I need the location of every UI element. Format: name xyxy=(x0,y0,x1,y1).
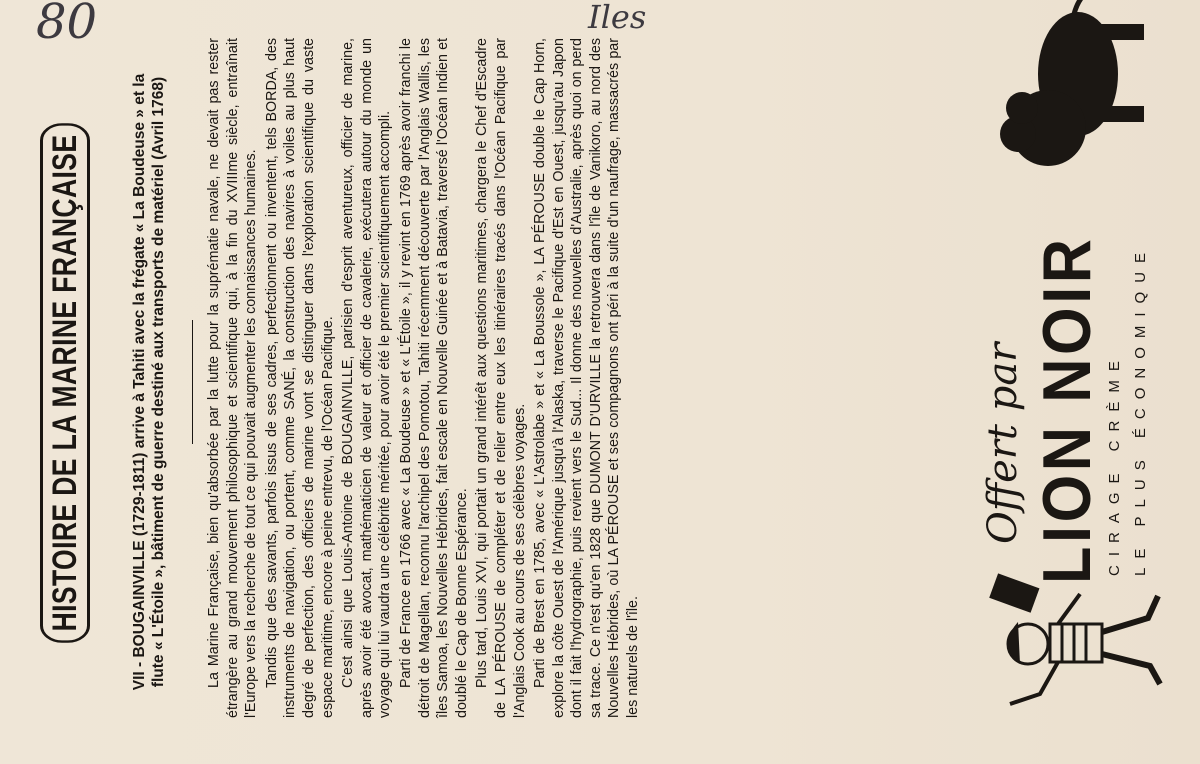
paragraph: C'est ainsi que Louis-Antoine de BOUGAINVILLE, parisien d'esprit aventureux, officier de marine, après avoir été avocat, mathématicien de valeur et officier de cavalerie, exécutera autour du monde un voyage qui lui vaudra une célébrité méritée, pour avoir été le premier scientifiquement accompli. xyxy=(340,38,394,718)
chapter-subtitle: VII - BOUGAINVILLE (1729-1811) arrive à Tahiti avec la frégate « La Boudeuse » et la flute « L'Étoile », bâtiment de guerre destiné aux transports de matériel (Avril 1768) xyxy=(131,73,167,691)
shoeshine-boy-icon xyxy=(980,564,1180,714)
advertisement xyxy=(980,134,1190,694)
paragraph: Parti de Brest en 1785, avec « L'Astrolabe » et « La Boussole », LA PÉROUSE double le Cap Horn, explore la côte Ouest de l'Amérique jusqu'à l'Alaska, traverse le Pacifique d'Est en Ouest, jusqu'au Japon dont il fait l'hydrographie, puis revient vers le Sud... Il donne des nouvelles d'Australie, après quoi on perd sa trace. Ce n'est qu'en 1828 que DUMONT D'URVILLE la retrouvera dans l'île de Vanikoro, au nord des Nouvelles Hébrides, où LA PÉROUSE et ses compagnons ont péri à la suite d'un naufrage, massacrés par les naturels de l'île. xyxy=(532,38,642,718)
article-body xyxy=(205,38,645,718)
brand-tagline-2: LE PLUS ÉCONOMIQUE xyxy=(1132,243,1149,576)
handwritten-price: 80 xyxy=(36,0,98,50)
black-lion-icon xyxy=(988,0,1158,174)
series-title-banner xyxy=(40,123,90,642)
handwritten-category: Iles xyxy=(588,0,647,36)
paragraph: La Marine Française, bien qu'absorbée par la lutte pour la suprématie navale, ne devait pas rester étrangère au grand mouvement philosophique et scientifique qui, à la fin du XVIIIme siècle, entraînait l'Europe vers la recherche de tout ce qui pouvait augmenter les connaissances humaines. xyxy=(206,38,260,718)
series-title: HISTOIRE DE LA MARINE FRANÇAISE xyxy=(45,134,84,632)
brand-name: LION NOIR xyxy=(1029,235,1105,584)
paragraph: Tandis que des savants, parfois issus de ses cadres, perfectionnent ou inventent, tels BORDA, des instruments de navigation, ou portent, comme SANÉ, la construction des navires à voiles au plus haut degré de perfection, des officiers de marine vont se distinguer dans l'exploration scientifique du vaste espace maritime, encore à peine entrevu, de l'Océan Pacifique. xyxy=(263,38,336,718)
paragraph: Parti de France en 1766 avec « La Boudeuse » et « L'Étoile », il y revint en 1769 après avoir franchi le détroit de Magellan, reconnu l'archipel des Pomotou, Tahiti récemment découverte par l'Anglais Wallis, les îles Samoa, les Nouvelles Hébrides, fait escale en Nouvelle Guinée et à Batavia, traversé l'Océan Indien et doublé le Cap de Bonne Espérance. xyxy=(397,38,470,718)
brand-tagline-1: CIRAGE CRÈME xyxy=(1106,352,1123,576)
offered-by-label: Offert par xyxy=(980,342,1026,544)
divider-rule xyxy=(192,320,193,444)
paragraph: Plus tard, Louis XVI, qui portait un grand intérêt aux questions maritimes, chargera le Chef d'Escadre de LA PÉROUSE de compléter et de relier entre eux les itinéraires tracés dans l'Océan Pacifique par l'Anglais Cook au cours de ses célèbres voyages. xyxy=(474,38,528,718)
